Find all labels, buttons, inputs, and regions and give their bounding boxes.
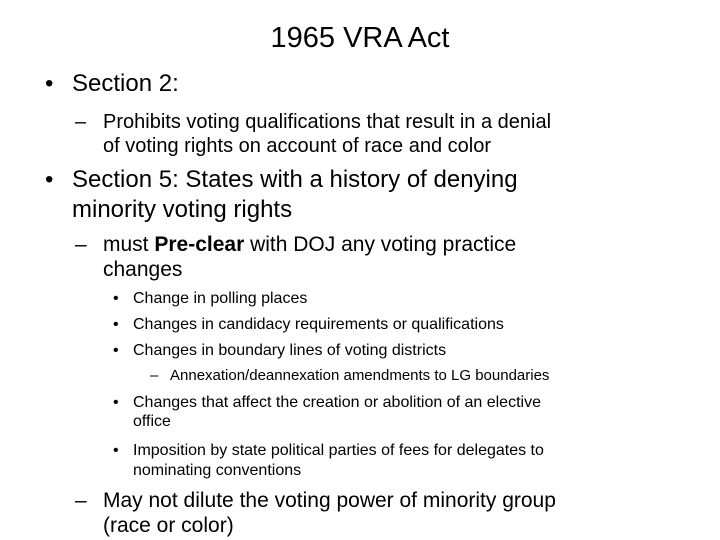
dash-bullet-icon: –	[75, 111, 87, 133]
fees-line-2: nominating conventions	[133, 462, 302, 479]
dilute-line-1: May not dilute the voting power of minority group	[103, 489, 556, 512]
bullet-dot-icon: •	[113, 290, 119, 307]
dash-bullet-icon: –	[75, 233, 87, 256]
section-5-heading-line-1: Section 5: States with a history of denying	[72, 166, 518, 193]
bullet-dot-icon: •	[113, 442, 119, 459]
section-5-heading-line-2: minority voting rights	[72, 196, 293, 223]
bullet-dot-icon: •	[45, 70, 54, 97]
bullet-dot-icon: •	[45, 166, 54, 193]
preclear-bold: Pre-clear	[154, 233, 245, 256]
preclear-prefix: must	[103, 233, 155, 256]
annexation-label: Annexation/deannexation amendments to LG boundaries	[170, 367, 550, 384]
bullet-dot-icon: •	[113, 316, 119, 333]
elective-line-1: Changes that affect the creation or abolition of an elective	[133, 394, 541, 411]
preclear-line-2: changes	[103, 258, 183, 281]
section-2-detail-line-2: of voting rights on account of race and color	[103, 135, 492, 157]
change-item-label: Changes in boundary lines of voting districts	[133, 342, 447, 359]
dash-bullet-icon: –	[150, 367, 159, 384]
elective-line-2: office	[133, 413, 171, 430]
preclear-line-1	[103, 233, 516, 257]
change-item-label: Change in polling places	[133, 290, 308, 307]
preclear-suffix: with DOJ any voting practice	[244, 233, 517, 256]
section-2-heading: Section 2:	[72, 70, 179, 97]
bullet-dot-icon: •	[113, 342, 119, 359]
slide-title: 1965 VRA Act	[270, 22, 450, 54]
change-item-label: Changes in candidacy requirements or qualifications	[133, 316, 504, 333]
dash-bullet-icon: –	[75, 489, 87, 512]
bullet-dot-icon: •	[113, 394, 119, 411]
fees-line-1: Imposition by state political parties of fees for delegates to	[133, 442, 544, 459]
dilute-line-2: (race or color)	[103, 514, 234, 537]
section-2-detail-line-1: Prohibits voting qualifications that result in a denial	[103, 111, 552, 133]
